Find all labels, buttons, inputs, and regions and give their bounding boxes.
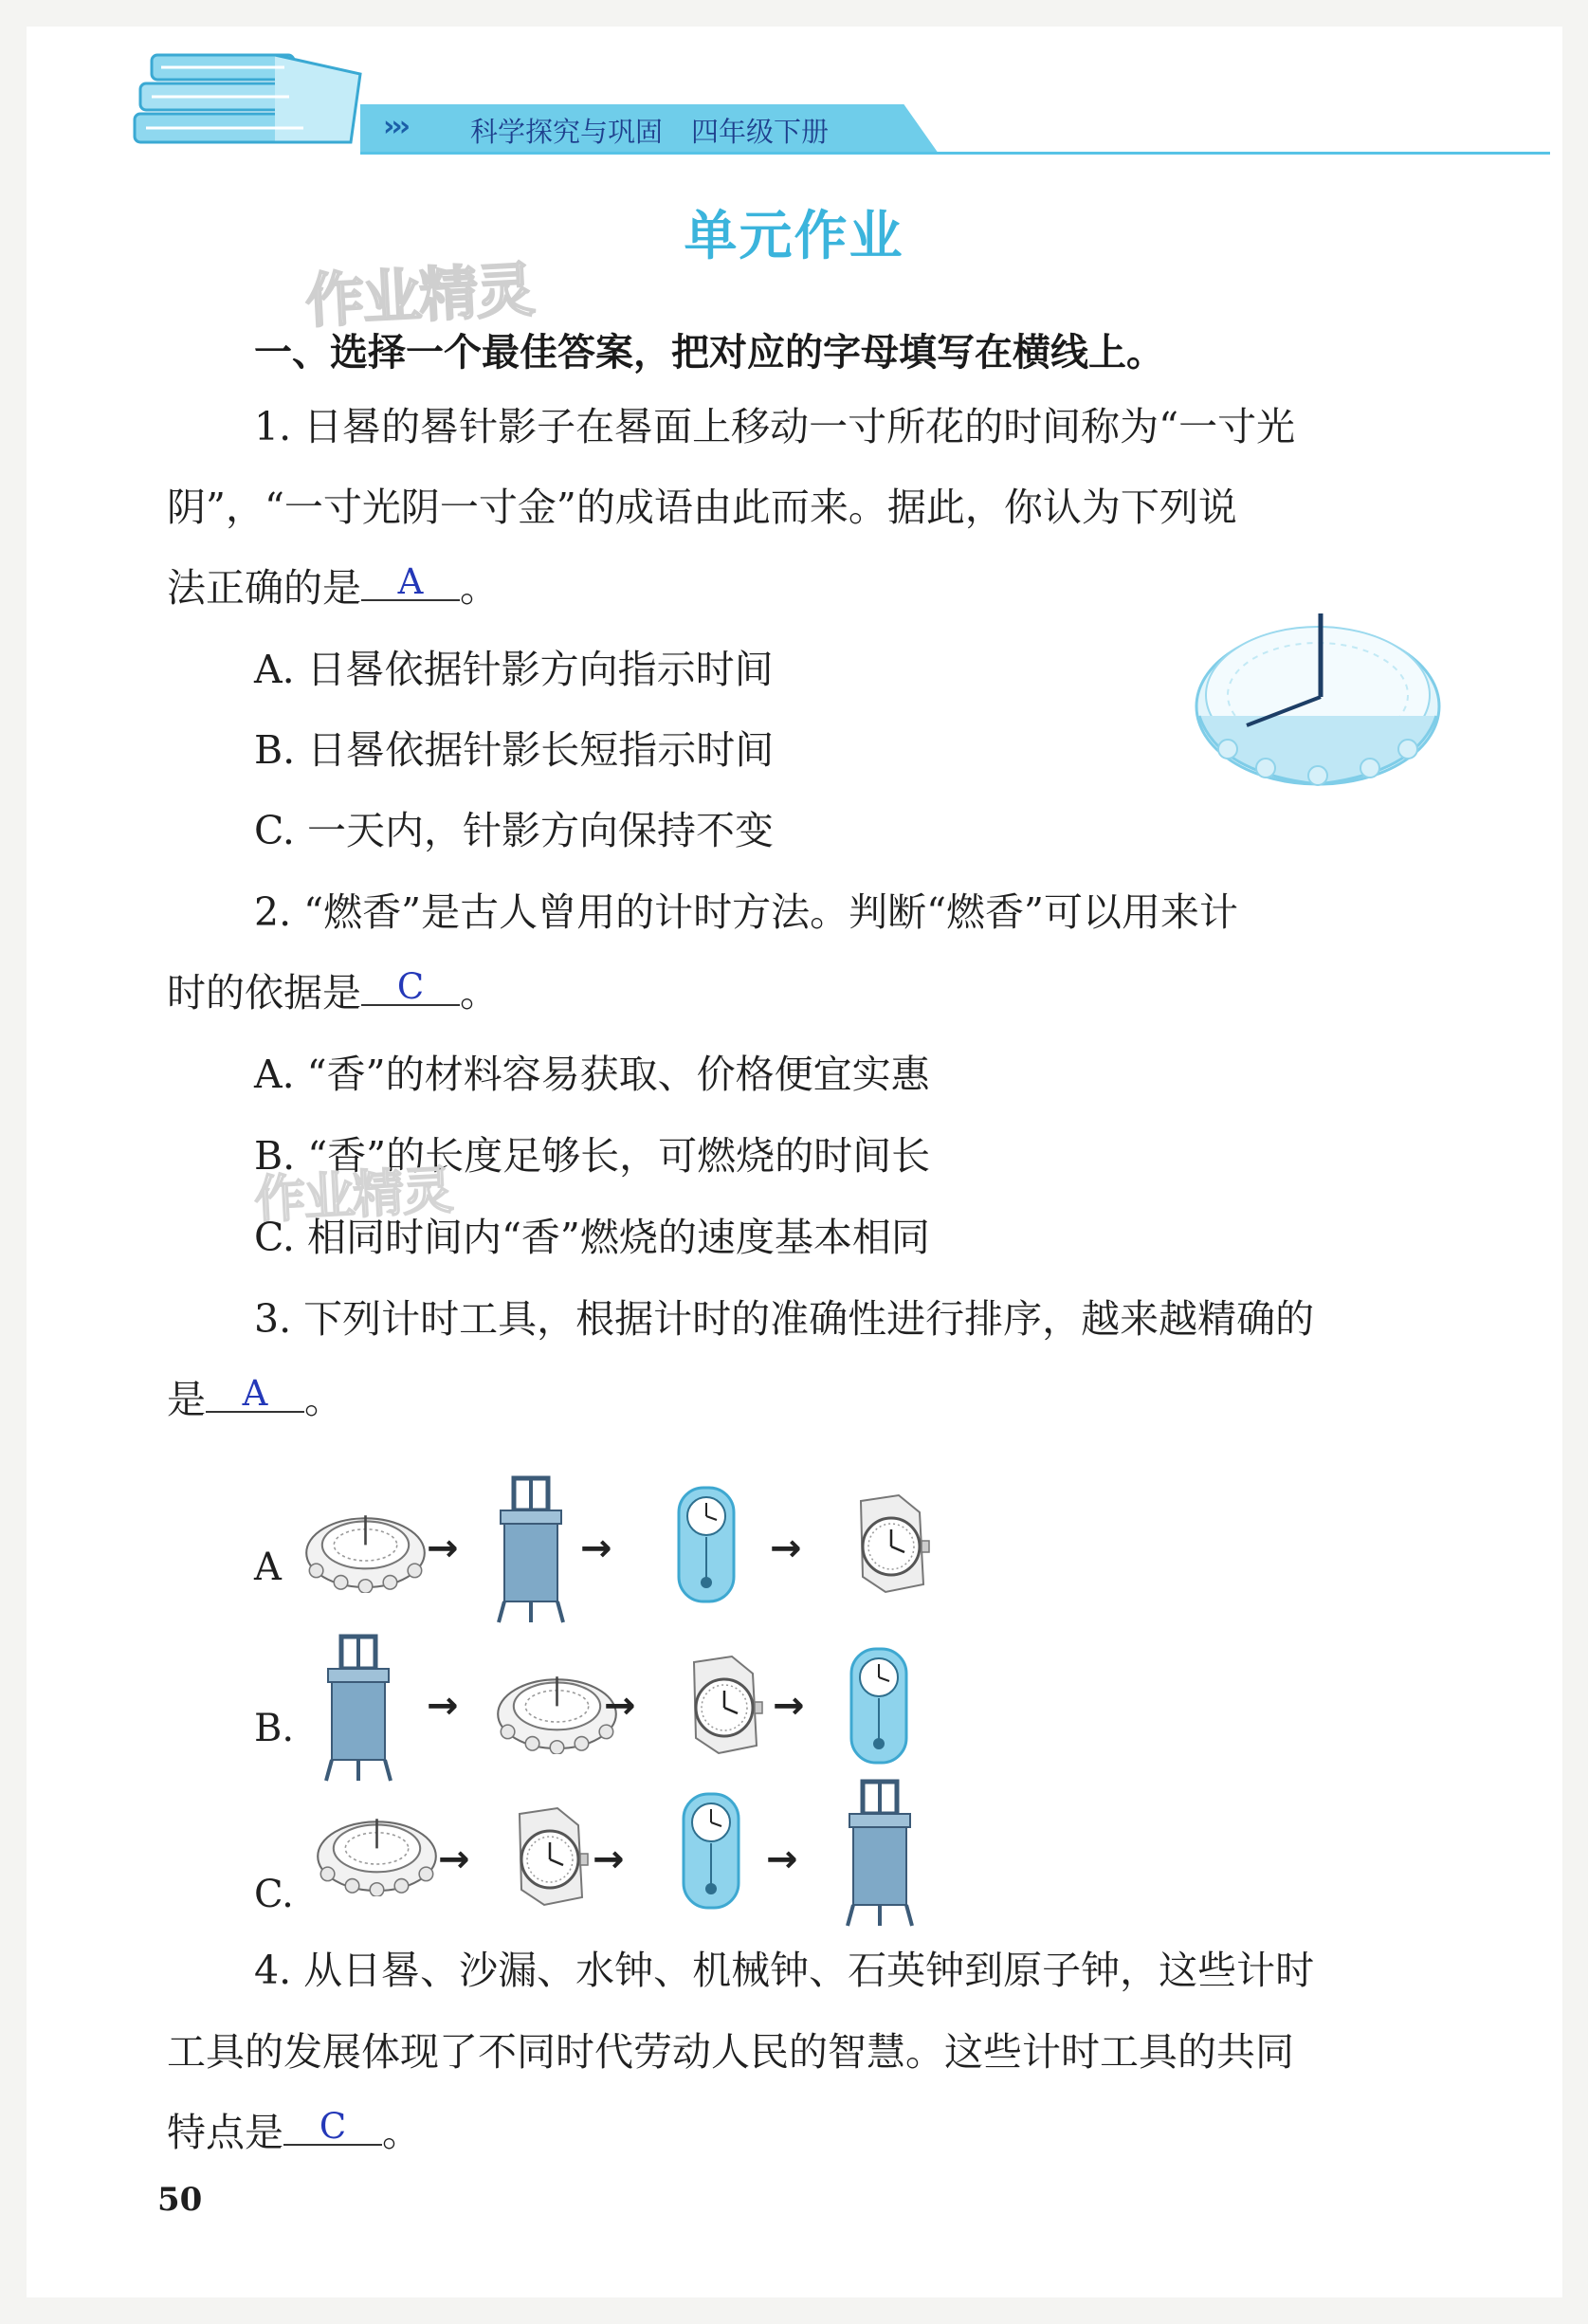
q1-line-2: 阴”，“一寸光阴一寸金”的成语由此而来。据此，你认为下列说 (167, 485, 1237, 530)
q3-sentence-end: 。 (304, 1377, 343, 1422)
arrow-icon: → (593, 1838, 625, 1881)
watermark: 作业精灵 (303, 254, 536, 337)
q2-option-a: A. “香”的材料容易获取、价格便宜实惠 (254, 1052, 930, 1097)
q1-option-a: A. 日晷依据针影方向指示时间 (254, 647, 774, 692)
q2-option-c: C. 相同时间内“香”燃烧的速度基本相同 (254, 1215, 930, 1260)
q3-option-b-label: B. (254, 1707, 295, 1750)
page-title: 单元作业 (684, 206, 904, 267)
page-number: 50 (157, 2181, 203, 2219)
pendulum-clock-icon (678, 1790, 744, 1913)
q4-line-1: 4. 从日晷、沙漏、水钟、机械钟、石英钟到原子钟，这些计时 (254, 1948, 1315, 1993)
q4-sentence-end: 。 (382, 2110, 421, 2155)
q4-line-3 (167, 2106, 421, 2155)
wristwatch-icon (675, 1655, 770, 1759)
q2-answer-blank[interactable]: C (361, 969, 460, 1006)
water-clock-icon (320, 1633, 396, 1784)
q4-answer-blank[interactable]: C (283, 2109, 382, 2146)
q4-stem-prefix: 特点是 (167, 2110, 283, 2155)
books-stack-icon (133, 46, 379, 159)
pendulum-clock-icon (846, 1645, 912, 1768)
q4-line-2: 工具的发展体现了不同时代劳动人民的智慧。这些计时工具的共同 (167, 2029, 1294, 2075)
water-clock-icon (842, 1778, 918, 1930)
header-arrows: ››› (383, 110, 408, 143)
q2-option-b: B. “香”的长度足够长，可燃烧的时间长 (254, 1133, 931, 1179)
pendulum-clock-icon (673, 1484, 739, 1607)
q3-option-c-label: C. (254, 1873, 294, 1916)
grade-label: 四年级下册 (691, 116, 830, 148)
q1-sentence-end: 。 (460, 565, 499, 611)
book-title: 科学探究与巩固 (470, 116, 664, 148)
arrow-icon: → (438, 1838, 470, 1881)
header-rule (360, 152, 1550, 155)
arrow-icon: → (427, 1684, 459, 1728)
q3-option-a-label: A (254, 1546, 282, 1589)
wristwatch-icon (842, 1493, 937, 1598)
sundial-icon (301, 1503, 429, 1593)
water-clock-icon (493, 1474, 569, 1626)
q3-stem-prefix: 是 (167, 1377, 206, 1422)
sundial-icon (313, 1806, 441, 1896)
q2-sentence-end: 。 (460, 970, 499, 1016)
arrow-icon: → (773, 1684, 805, 1728)
q2-line-1: 2. “燃香”是古人曾用的计时方法。判断“燃香”可以用来计 (254, 889, 1238, 935)
q1-line-3 (167, 561, 499, 611)
q3-answer-blank[interactable]: A (206, 1376, 304, 1413)
q3-line-1: 3. 下列计时工具，根据计时的准确性进行排序，越来越精确的 (254, 1296, 1315, 1342)
wristwatch-icon (501, 1806, 595, 1911)
arrow-icon: → (580, 1527, 612, 1570)
q1-option-b: B. 日晷依据针影长短指示时间 (254, 727, 775, 773)
q2-line-2 (167, 966, 499, 1016)
arrow-icon: → (604, 1684, 636, 1728)
arrow-icon: → (770, 1527, 802, 1570)
header-text (470, 111, 857, 150)
q2-stem-prefix: 时的依据是 (167, 970, 361, 1016)
section-heading: 一、选择一个最佳答案，把对应的字母填写在横线上。 (254, 331, 1164, 375)
q1-option-c: C. 一天内，针影方向保持不变 (254, 808, 774, 853)
q1-line-1: 1. 日晷的晷针影子在晷面上移动一寸所花的时间称为“一寸光 (254, 404, 1296, 449)
arrow-icon: → (427, 1527, 459, 1570)
sundial-image-icon (1190, 583, 1446, 796)
sundial-icon (493, 1664, 621, 1754)
watermark: 作业精灵 (252, 1160, 453, 1231)
q1-answer-blank[interactable]: A (361, 564, 460, 601)
arrow-icon: → (766, 1838, 798, 1881)
q1-stem-prefix: 法正确的是 (167, 565, 361, 611)
q3-line-2 (167, 1373, 343, 1422)
